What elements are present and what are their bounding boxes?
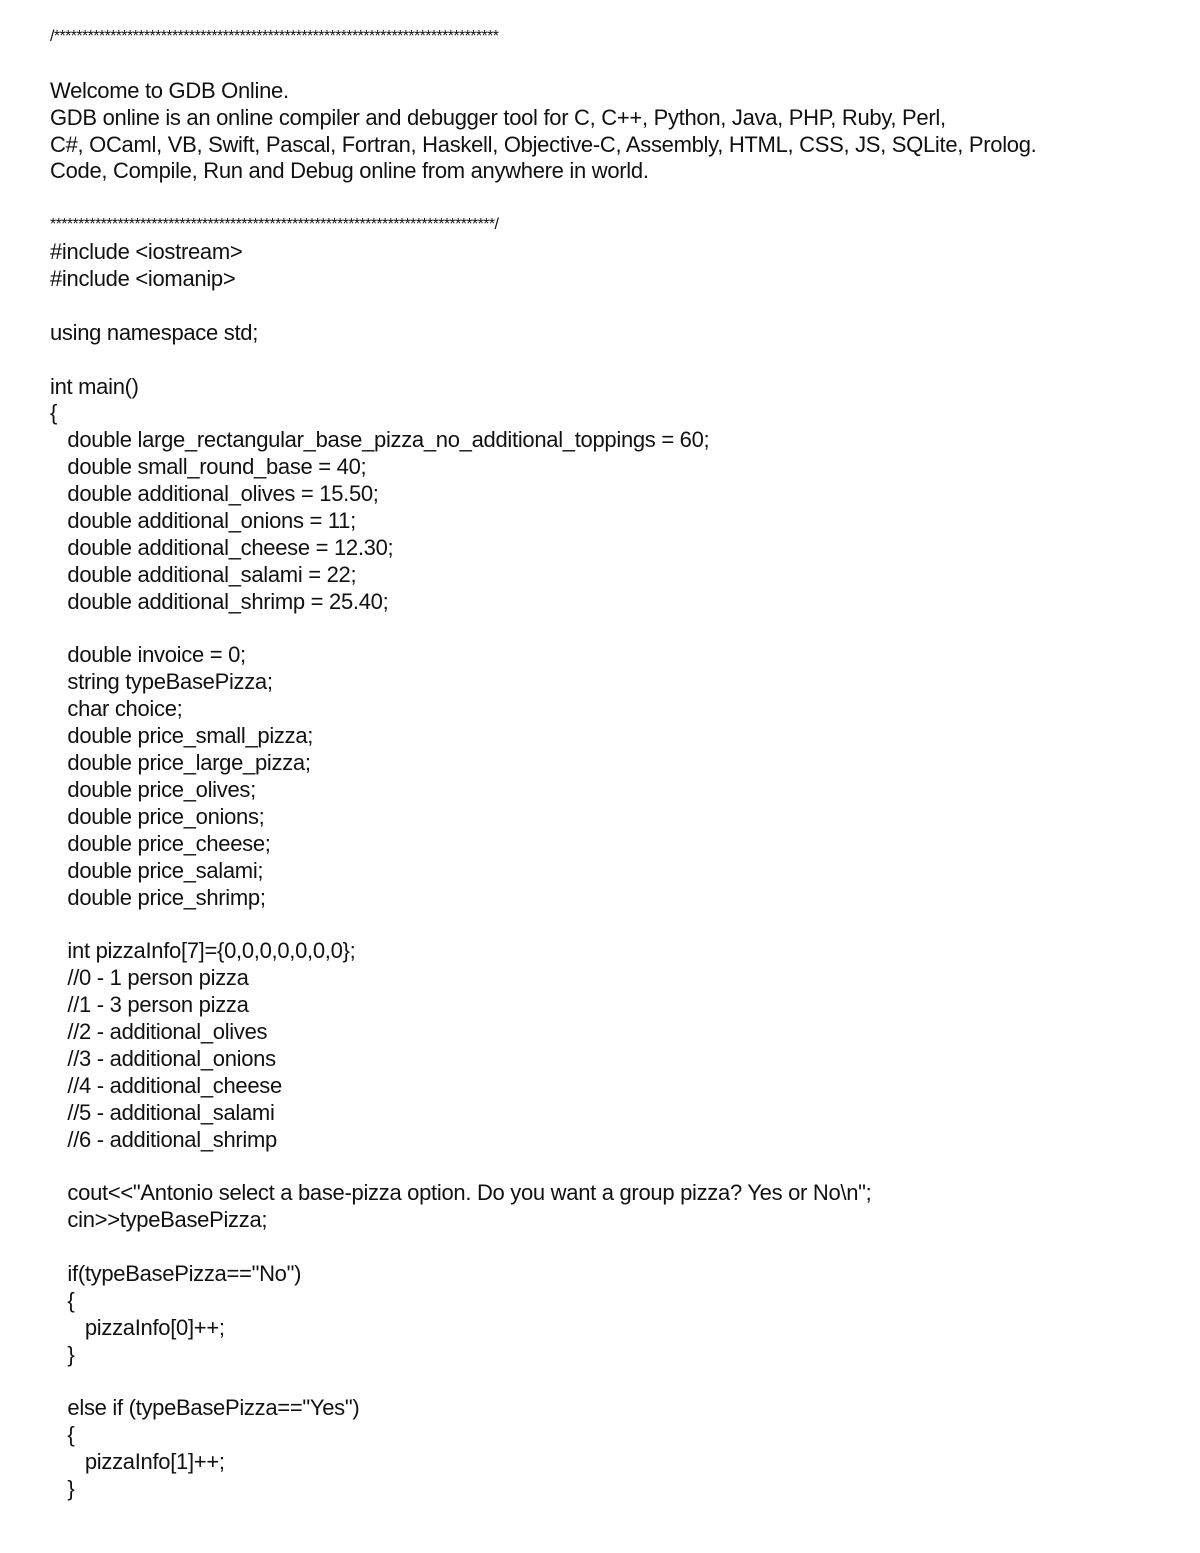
code-line (50, 1234, 1180, 1261)
code-line: double price_salami; (50, 857, 264, 883)
code-line: double large_rectangular_base_pizza_no_additional_toppings = 60; (50, 427, 710, 453)
code-line: double price_olives; (50, 776, 256, 802)
code-line: int pizzaInfo[7]={0,0,0,0,0,0,0}; (50, 938, 356, 964)
code-line: double additional_shrimp = 25.40; (50, 588, 389, 614)
code-line: #include <iostream> (50, 239, 243, 265)
code-line (50, 616, 1180, 643)
code-line: double small_round_base = 40; (50, 454, 367, 480)
code-line: cout<<"Antonio select a base-pizza option. Do you want a group pizza? Yes or No\n"; (50, 1180, 872, 1206)
code-line: double additional_olives = 15.50; (50, 481, 379, 507)
code-line: //4 - additional_cheese (50, 1072, 282, 1098)
code-line: if(typeBasePizza=="No") (50, 1260, 302, 1286)
code-line (50, 185, 1180, 212)
code-line: //5 - additional_salami (50, 1099, 275, 1125)
code-line: //2 - additional_olives (50, 1018, 268, 1044)
code-line: //6 - additional_shrimp (50, 1126, 277, 1152)
code-line: double invoice = 0; (50, 642, 246, 668)
code-line: } (50, 1341, 75, 1367)
code-document (50, 24, 1180, 1503)
code-line: char choice; (50, 696, 183, 722)
code-line: Code, Compile, Run and Debug online from anywhere in world. (50, 158, 649, 184)
code-line: { (50, 1422, 75, 1448)
code-line: double additional_onions = 11; (50, 508, 356, 534)
code-line (50, 51, 1180, 78)
code-line: Welcome to GDB Online. (50, 77, 289, 103)
code-line: double additional_cheese = 12.30; (50, 534, 394, 560)
code-line: int main() (50, 373, 139, 399)
code-line: GDB online is an online compiler and debugger tool for C, C++, Python, Java, PHP, Ruby, Perl, (50, 104, 946, 130)
code-line: using namespace std; (50, 319, 259, 345)
code-line: C#, OCaml, VB, Swift, Pascal, Fortran, Haskell, Objective-C, Assembly, HTML, CSS, JS, SQLite, Prolog. (50, 131, 1037, 157)
code-line (50, 293, 1180, 320)
code-line: { (50, 400, 58, 426)
code-line: double price_large_pizza; (50, 750, 311, 776)
code-line: string typeBasePizza; (50, 669, 273, 695)
code-line: *******************************************************************************/ (50, 216, 499, 234)
code-line: //1 - 3 person pizza (50, 992, 249, 1018)
code-line: double price_small_pizza; (50, 723, 314, 749)
code-line: #include <iomanip> (50, 266, 236, 292)
code-line (50, 911, 1180, 938)
code-line: } (50, 1476, 75, 1502)
code-line (50, 1369, 1180, 1396)
code-line: double price_onions; (50, 803, 265, 829)
code-line: pizzaInfo[1]++; (50, 1449, 225, 1475)
code-line: /******************************************************************************* (50, 28, 499, 45)
code-line: else if (typeBasePizza=="Yes") (50, 1395, 360, 1421)
code-line: //3 - additional_onions (50, 1045, 276, 1071)
code-line (50, 347, 1180, 374)
code-line: double price_shrimp; (50, 884, 266, 910)
code-line: cin>>typeBasePizza; (50, 1207, 268, 1233)
code-line: double price_cheese; (50, 830, 271, 856)
code-line: { (50, 1287, 75, 1313)
code-line (50, 1153, 1180, 1180)
code-line: double additional_salami = 22; (50, 561, 357, 587)
code-line: pizzaInfo[0]++; (50, 1314, 225, 1340)
code-line: //0 - 1 person pizza (50, 965, 249, 991)
